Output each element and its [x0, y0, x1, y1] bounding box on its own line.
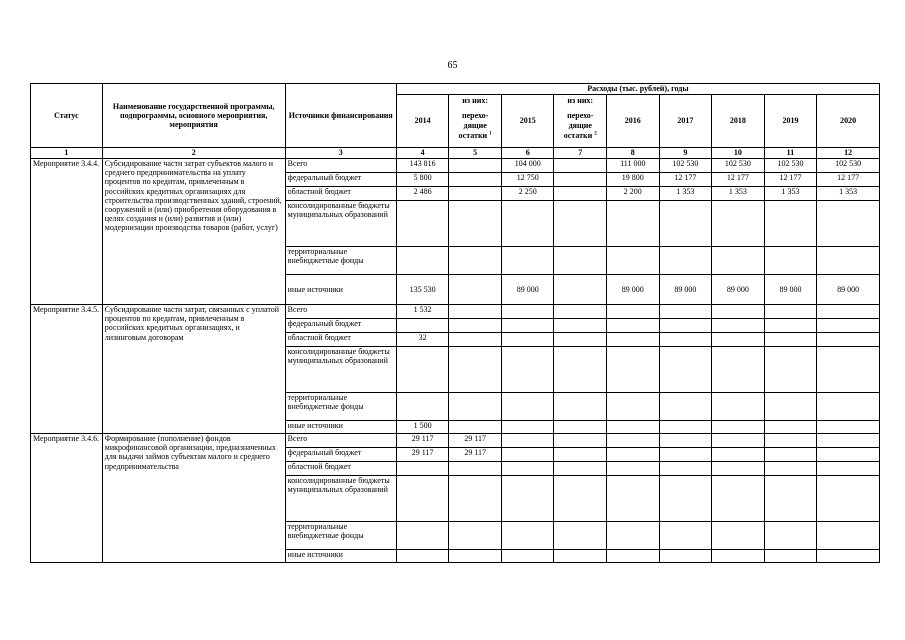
header-year-2014: 2014	[396, 95, 449, 148]
footnote-1: 1	[489, 131, 492, 137]
column-number: 5	[449, 148, 502, 159]
value-cell	[607, 434, 660, 448]
table-row	[31, 305, 880, 319]
source-cell: Всего	[285, 434, 396, 448]
value-cell	[607, 522, 660, 550]
value-cell	[554, 347, 607, 393]
value-cell	[659, 462, 712, 476]
funding-table	[30, 83, 880, 563]
value-cell: 5 800	[396, 173, 449, 187]
value-cell	[659, 247, 712, 275]
column-number: 4	[396, 148, 449, 159]
value-cell	[501, 319, 554, 333]
value-cell: 89 000	[712, 275, 765, 305]
source-cell: консолидированные бюджеты муниципальных образований	[285, 476, 396, 522]
source-cell: областной бюджет	[285, 333, 396, 347]
value-cell	[449, 201, 502, 247]
value-cell	[712, 476, 765, 522]
source-cell: иные источники	[285, 550, 396, 563]
column-number: 1	[31, 148, 103, 159]
value-cell	[554, 550, 607, 563]
value-cell	[554, 393, 607, 421]
header-status: Статус	[31, 84, 103, 148]
table-row	[31, 434, 880, 448]
value-cell	[659, 476, 712, 522]
value-cell	[396, 476, 449, 522]
value-cell	[817, 347, 880, 393]
value-cell	[554, 448, 607, 462]
value-cell: 19 800	[607, 173, 660, 187]
value-cell	[449, 333, 502, 347]
value-cell	[764, 319, 817, 333]
source-cell: областной бюджет	[285, 462, 396, 476]
value-cell	[659, 550, 712, 563]
status-cell: Мероприятие 3.4.4.	[31, 159, 103, 305]
column-number: 3	[285, 148, 396, 159]
header-expenses: Расходы (тыс. рублей), годы	[396, 84, 879, 95]
value-cell	[501, 550, 554, 563]
value-cell	[449, 187, 502, 201]
value-cell: 29 117	[449, 448, 502, 462]
value-cell	[554, 421, 607, 434]
carry-label-2: перехо- дящие остатки	[563, 111, 594, 141]
value-cell	[501, 247, 554, 275]
header-year-2017: 2017	[659, 95, 712, 148]
value-cell	[659, 319, 712, 333]
value-cell	[817, 393, 880, 421]
measure-name-cell: Субсидирование части затрат субъектов малого и среднего предпринимательства на уплату процентов по кредитам, привлеченным в российских кредитных организациях для строительства производственных зданий, строений, сооружений и (или) приобретения оборудования в целях создания и (или) развития и (или) модернизации производства товаров (работ, услуг)	[102, 159, 285, 305]
value-cell	[396, 462, 449, 476]
header-carry-over-2	[554, 106, 607, 148]
value-cell: 104 000	[501, 159, 554, 173]
page-number: 65	[447, 60, 458, 71]
value-cell	[449, 462, 502, 476]
header-carry-over-1	[449, 106, 502, 148]
header-sources: Источники финансирования	[285, 84, 396, 148]
value-cell	[712, 333, 765, 347]
value-cell	[817, 319, 880, 333]
value-cell: 12 177	[817, 173, 880, 187]
value-cell	[817, 448, 880, 462]
value-cell	[764, 201, 817, 247]
value-cell	[764, 434, 817, 448]
value-cell	[554, 275, 607, 305]
value-cell	[501, 476, 554, 522]
value-cell: 102 530	[659, 159, 712, 173]
value-cell	[712, 393, 765, 421]
source-cell: Всего	[285, 305, 396, 319]
column-numbers-row	[31, 148, 880, 159]
value-cell: 135 530	[396, 275, 449, 305]
value-cell	[607, 476, 660, 522]
source-cell: Всего	[285, 159, 396, 173]
value-cell	[712, 550, 765, 563]
value-cell: 89 000	[764, 275, 817, 305]
value-cell	[764, 305, 817, 319]
value-cell	[712, 462, 765, 476]
value-cell: 1 353	[764, 187, 817, 201]
value-cell	[554, 333, 607, 347]
source-cell: территориальные внебюджетные фонды	[285, 522, 396, 550]
value-cell	[449, 247, 502, 275]
value-cell	[712, 305, 765, 319]
value-cell	[764, 421, 817, 434]
value-cell	[764, 462, 817, 476]
value-cell: 89 000	[817, 275, 880, 305]
value-cell: 12 177	[712, 173, 765, 187]
column-number: 6	[501, 148, 554, 159]
value-cell	[659, 434, 712, 448]
value-cell	[712, 247, 765, 275]
header-year-2015: 2015	[501, 95, 554, 148]
value-cell	[764, 347, 817, 393]
value-cell	[554, 522, 607, 550]
value-cell: 1 532	[396, 305, 449, 319]
value-cell: 1 353	[712, 187, 765, 201]
value-cell	[554, 187, 607, 201]
value-cell	[817, 462, 880, 476]
value-cell: 29 117	[396, 434, 449, 448]
value-cell	[501, 522, 554, 550]
value-cell	[712, 434, 765, 448]
value-cell: 12 177	[764, 173, 817, 187]
value-cell	[396, 319, 449, 333]
value-cell	[607, 421, 660, 434]
value-cell	[659, 347, 712, 393]
value-cell	[554, 247, 607, 275]
value-cell	[712, 347, 765, 393]
value-cell	[449, 347, 502, 393]
value-cell	[501, 462, 554, 476]
value-cell	[396, 201, 449, 247]
value-cell	[764, 333, 817, 347]
value-cell	[712, 522, 765, 550]
value-cell: 102 530	[764, 159, 817, 173]
source-cell: областной бюджет	[285, 187, 396, 201]
value-cell	[501, 393, 554, 421]
value-cell	[449, 522, 502, 550]
value-cell: 111 000	[607, 159, 660, 173]
source-cell: федеральный бюджет	[285, 319, 396, 333]
column-number: 7	[554, 148, 607, 159]
value-cell	[449, 275, 502, 305]
value-cell	[396, 550, 449, 563]
value-cell	[764, 522, 817, 550]
value-cell	[501, 421, 554, 434]
value-cell	[817, 550, 880, 563]
value-cell	[817, 247, 880, 275]
value-cell	[449, 305, 502, 319]
value-cell	[607, 305, 660, 319]
measure-name-cell: Субсидирование части затрат, связанных с уплатой процентов по кредитам, привлеченным в российских кредитных организациях, и лизинговым договорам	[102, 305, 285, 434]
value-cell	[396, 522, 449, 550]
value-cell	[712, 448, 765, 462]
value-cell: 89 000	[607, 275, 660, 305]
value-cell	[607, 347, 660, 393]
value-cell	[817, 434, 880, 448]
value-cell	[764, 247, 817, 275]
value-cell: 12 177	[659, 173, 712, 187]
value-cell	[659, 393, 712, 421]
header-year-2020: 2020	[817, 95, 880, 148]
source-cell: федеральный бюджет	[285, 448, 396, 462]
source-cell: иные источники	[285, 421, 396, 434]
value-cell	[764, 393, 817, 421]
value-cell	[501, 333, 554, 347]
source-cell: федеральный бюджет	[285, 173, 396, 187]
source-cell: иные источники	[285, 275, 396, 305]
value-cell	[659, 305, 712, 319]
value-cell: 12 750	[501, 173, 554, 187]
header-name: Наименование государственной программы, подпрограммы, основного мероприятия, мероприятия	[102, 84, 285, 148]
source-cell: консолидированные бюджеты муниципальных образований	[285, 347, 396, 393]
value-cell	[554, 434, 607, 448]
value-cell	[554, 173, 607, 187]
source-cell: консолидированные бюджеты муниципальных образований	[285, 201, 396, 247]
column-number: 11	[764, 148, 817, 159]
carry-label-1: перехо- дящие остатки	[458, 111, 489, 141]
value-cell	[817, 333, 880, 347]
value-cell	[449, 393, 502, 421]
value-cell	[449, 159, 502, 173]
value-cell	[396, 347, 449, 393]
column-number: 2	[102, 148, 285, 159]
value-cell	[659, 522, 712, 550]
header-of-them-2: из них:	[554, 95, 607, 106]
value-cell	[659, 421, 712, 434]
value-cell	[764, 550, 817, 563]
value-cell: 2 200	[607, 187, 660, 201]
value-cell: 1 500	[396, 421, 449, 434]
value-cell: 1 353	[817, 187, 880, 201]
value-cell	[396, 393, 449, 421]
value-cell	[607, 462, 660, 476]
value-cell	[501, 347, 554, 393]
status-cell: Мероприятие 3.4.6.	[31, 434, 103, 563]
value-cell	[449, 550, 502, 563]
value-cell	[607, 319, 660, 333]
value-cell	[607, 448, 660, 462]
measure-name-cell: Формирование (пополнение) фондов микрофинансовой организации, предназначенных для выдачи займов субъектам малого и среднего предпринимательства	[102, 434, 285, 563]
column-number: 10	[712, 148, 765, 159]
value-cell	[501, 434, 554, 448]
table-header	[31, 84, 880, 159]
column-number: 12	[817, 148, 880, 159]
value-cell: 2 486	[396, 187, 449, 201]
value-cell: 143 816	[396, 159, 449, 173]
value-cell: 2 250	[501, 187, 554, 201]
value-cell	[817, 201, 880, 247]
value-cell	[554, 305, 607, 319]
value-cell	[449, 319, 502, 333]
value-cell: 102 530	[817, 159, 880, 173]
source-cell: территориальные внебюджетные фонды	[285, 247, 396, 275]
source-cell: территориальные внебюджетные фонды	[285, 393, 396, 421]
value-cell	[607, 333, 660, 347]
value-cell: 29 117	[449, 434, 502, 448]
value-cell	[817, 522, 880, 550]
table-body	[31, 159, 880, 563]
value-cell	[712, 421, 765, 434]
value-cell	[554, 159, 607, 173]
value-cell	[607, 247, 660, 275]
value-cell	[554, 201, 607, 247]
column-number: 9	[659, 148, 712, 159]
status-cell: Мероприятие 3.4.5.	[31, 305, 103, 434]
header-of-them-1: из них:	[449, 95, 502, 106]
value-cell	[817, 305, 880, 319]
value-cell: 29 117	[396, 448, 449, 462]
value-cell: 89 000	[501, 275, 554, 305]
value-cell: 89 000	[659, 275, 712, 305]
value-cell: 32	[396, 333, 449, 347]
value-cell	[501, 201, 554, 247]
value-cell	[607, 201, 660, 247]
value-cell	[712, 319, 765, 333]
value-cell	[501, 305, 554, 319]
value-cell	[817, 421, 880, 434]
header-year-2019: 2019	[764, 95, 817, 148]
value-cell	[554, 476, 607, 522]
value-cell	[396, 247, 449, 275]
value-cell	[501, 448, 554, 462]
header-year-2016: 2016	[607, 95, 660, 148]
value-cell	[607, 393, 660, 421]
header-year-2018: 2018	[712, 95, 765, 148]
value-cell	[607, 550, 660, 563]
value-cell	[449, 173, 502, 187]
value-cell	[659, 448, 712, 462]
value-cell	[659, 333, 712, 347]
value-cell	[659, 201, 712, 247]
value-cell	[764, 476, 817, 522]
footnote-2: 2	[594, 131, 597, 137]
value-cell: 102 530	[712, 159, 765, 173]
value-cell	[817, 476, 880, 522]
value-cell: 1 353	[659, 187, 712, 201]
table-row	[31, 159, 880, 173]
value-cell	[712, 201, 765, 247]
value-cell	[554, 462, 607, 476]
value-cell	[449, 421, 502, 434]
value-cell	[554, 319, 607, 333]
column-number: 8	[607, 148, 660, 159]
value-cell	[449, 476, 502, 522]
value-cell	[764, 448, 817, 462]
